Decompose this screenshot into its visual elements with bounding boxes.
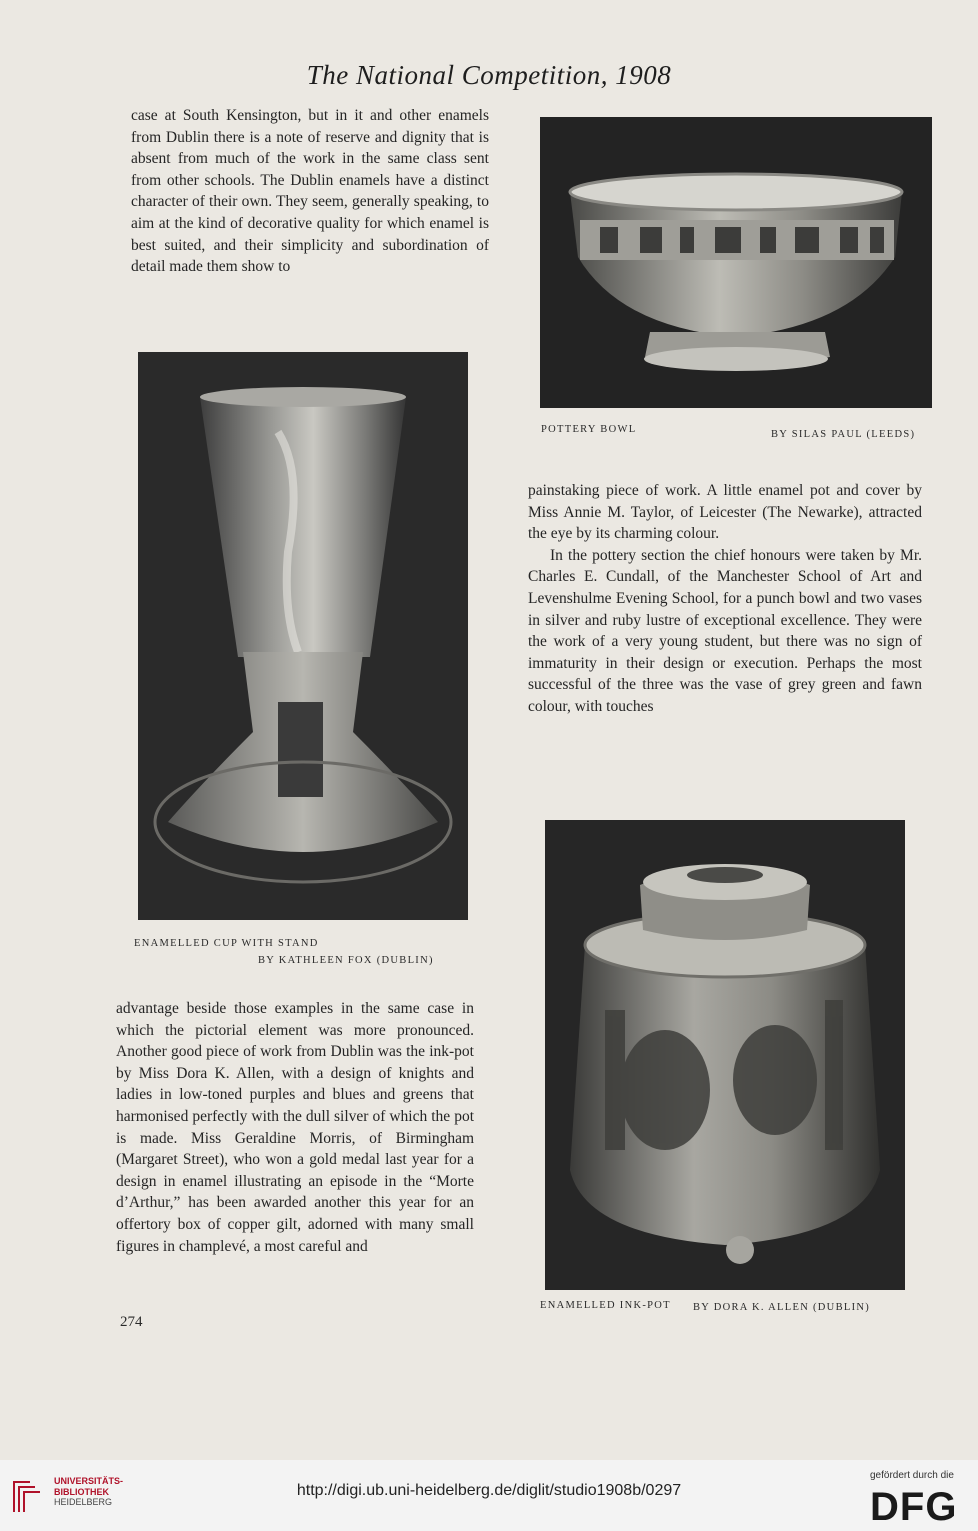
caption-bowl-title: POTTERY BOWL (541, 424, 637, 435)
cup-photo (138, 352, 468, 920)
paragraph: advantage beside those examples in the same case in which the pictorial element was more pronounced. Another good piece of work from Dublin was the ink-pot by Miss Dora K. Allen, with a design of knights and ladies in low-toned purples and blues and greens that harmonised perfectly with the dull silver of which the pot is made. Miss Geraldine Morris, of Birmingham (Margaret Street), who won a gold medal last year for a design in enamel illustrating an episode in the “Morte d’Arthur,” has been awarded another this year for an offertory box of copper gilt, adorned with many small figures in champlevé, a most careful and (116, 1000, 474, 1255)
logo-line: BIBLIOTHEK (54, 1486, 109, 1497)
bowl-photo (540, 117, 932, 408)
logo-line: UNIVERSITÄTS- (54, 1476, 124, 1486)
caption-bowl-credit: BY SILAS PAUL (LEEDS) (771, 429, 916, 440)
sponsor-label: gefördert durch die (870, 1470, 954, 1481)
cup-illustration (138, 352, 468, 920)
inkpot-illustration (545, 820, 905, 1290)
paragraph: painstaking piece of work. A little enamel pot and cover by Miss Annie M. Taylor, of Leicester (The Newarke), attracted the eye by its charming colour. (528, 482, 922, 543)
page-title: The National Competition, 1908 (306, 60, 672, 90)
paragraph: case at South Kensington, but in it and other enamels from Dublin there is a note of reserve and dignity that is absent from much of the work in the same class sent from other schools. The Dublin enamels have a distinct character of their own. They seem, generally speaking, to aim at the kind of decorative quality for which enamel is best suited, and their simplicity and subordination of detail made them show to (131, 107, 489, 276)
logo-line: HEIDELBERG (54, 1497, 113, 1507)
caption-inkpot-credit: BY DORA K. ALLEN (DUBLIN) (693, 1302, 871, 1313)
paragraph: In the pottery section the chief honours were taken by Mr. Charles E. Cundall, of the Manchester School of Art and Levenshulme Evening School, for a punch bowl and two vases in silver and ruby lustre of exceptional excellence. They were the work of a very young student, but there was no sign of immaturity in their design or execution. Perhaps the most successful of the three was the vase of grey green and fawn colour, with touches (528, 546, 922, 715)
text-left-bottom (116, 998, 474, 1257)
caption-cup-credit: BY KATHLEEN FOX (DUBLIN) (258, 955, 434, 966)
source-url-link[interactable]: http://digi.ub.uni-heidelberg.de/diglit/studio1908b/0297 (296, 1482, 682, 1499)
bowl-illustration (540, 117, 932, 408)
caption-cup-title: ENAMELLED CUP WITH STAND (134, 938, 319, 949)
text-left-top (131, 105, 489, 278)
caption-inkpot-title: ENAMELLED INK-POT (540, 1300, 671, 1311)
inkpot-photo (545, 820, 905, 1290)
dfg-logo[interactable]: DFG (870, 1485, 958, 1529)
page-number: 274 (120, 1314, 143, 1330)
text-right (528, 480, 922, 718)
